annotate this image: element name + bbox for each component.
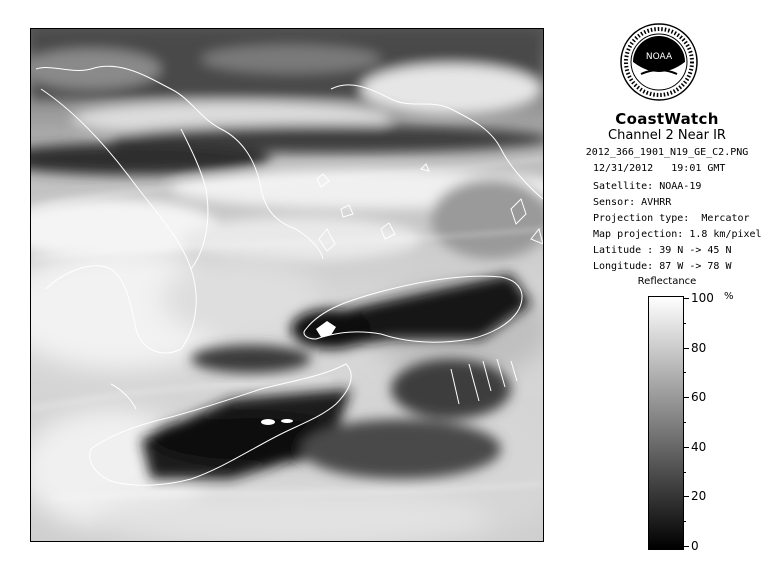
colorbar-title: Reflectance — [637, 276, 697, 287]
colorbar-tick — [683, 397, 689, 398]
projection-type: Projection type: Mercator — [593, 213, 750, 224]
brand-title: CoastWatch — [615, 110, 719, 128]
colorbar-tick — [683, 546, 689, 547]
colorbar-minor-tick — [683, 372, 686, 373]
colorbar-tick-label: 80 — [691, 340, 707, 355]
reflectance-colorbar — [648, 296, 684, 550]
satellite-image — [30, 28, 544, 542]
colorbar-tick-label: 100 — [691, 291, 714, 305]
colorbar-tick-label: 60 — [691, 390, 707, 405]
colorbar-minor-tick — [683, 323, 686, 324]
noaa-logo — [619, 22, 699, 102]
colorbar-tick — [683, 447, 689, 448]
colorbar-minor-tick — [683, 521, 686, 522]
sensor-label: Sensor: AVHRR — [593, 197, 672, 208]
colorbar-minor-tick — [683, 422, 686, 423]
latitude-range: Latitude : 39 N -> 45 N — [593, 245, 732, 256]
cloud-texture-top — [31, 29, 543, 261]
noaa-seal-icon — [619, 22, 699, 102]
logo-center-text: NOAA — [645, 52, 673, 62]
colorbar-minor-tick — [683, 472, 686, 473]
satellite-image-svg — [31, 29, 543, 541]
colorbar-tick-label: 40 — [691, 439, 707, 454]
file-name: 2012_366_1901_N19_GE_C2.PNG — [585, 147, 749, 158]
colorbar-tick — [683, 348, 689, 349]
colorbar-unit: % — [724, 291, 734, 302]
longitude-range: Longitude: 87 W -> 78 W — [593, 261, 732, 272]
colorbar-tick — [683, 298, 689, 299]
colorbar-tick-label: 20 — [691, 489, 707, 504]
map-projection: Map projection: 1.8 km/pixel — [593, 229, 762, 240]
channel-title: Channel 2 Near IR — [608, 128, 726, 143]
satellite-label: Satellite: NOAA-19 — [593, 181, 702, 192]
datetime: 12/31/2012 19:01 GMT — [593, 163, 726, 174]
colorbar-tick — [683, 496, 689, 497]
colorbar-tick-label: 0 — [691, 539, 699, 553]
